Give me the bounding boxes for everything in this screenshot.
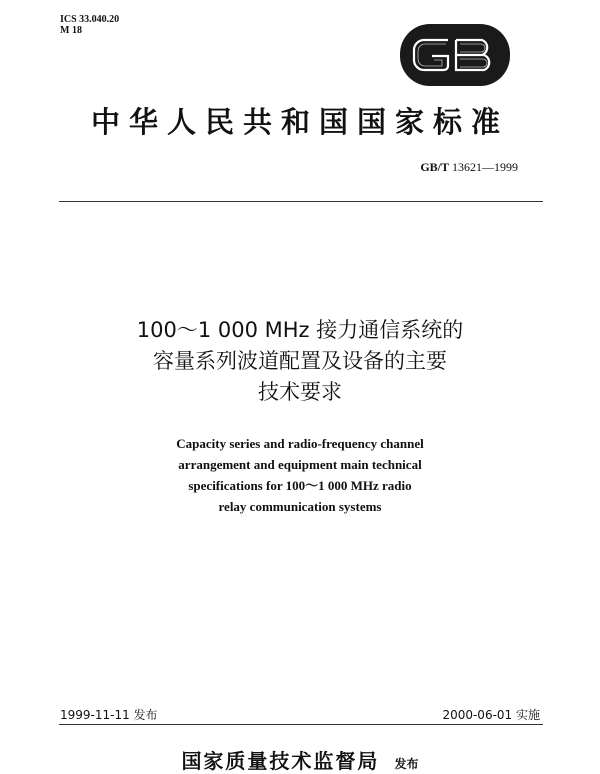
title-en-line-1: Capacity series and radio-frequency channel: [176, 436, 424, 451]
title-cn-line-2: 容量系列波道配置及设备的主要: [153, 349, 447, 373]
gb-logo: [400, 24, 510, 86]
ccs-code: M 18: [60, 25, 82, 36]
implementation-date: 2000-06-01 实施: [442, 708, 540, 722]
standard-number: [420, 160, 518, 175]
title-en-line-4: relay communication systems: [218, 499, 382, 514]
header-divider: [59, 201, 543, 202]
issue-date: 1999-11-11 发布: [60, 708, 158, 722]
title-en-line-3: specifications for 100～1 000 MHz radio: [188, 478, 412, 493]
publisher-name: 国家质量技术监督局: [181, 749, 380, 773]
gb-logo-mark: [400, 24, 510, 86]
footer-divider: [59, 724, 543, 725]
standard-name-cn: 中华人民共和国国家标准: [90, 105, 509, 139]
title-en-line-2: arrangement and equipment main technical: [178, 457, 422, 472]
ics-classification: [60, 14, 119, 36]
title-cn-line-1: 100～1 000 MHz 接力通信系统的: [136, 318, 464, 342]
standard-number-prefix: GB/T: [420, 160, 449, 174]
ics-code: ICS 33.040.20: [60, 14, 120, 25]
title-cn-line-3: 技术要求: [258, 380, 342, 404]
standard-number-value: 13621—1999: [452, 160, 518, 174]
publisher: [0, 745, 600, 774]
publisher-suffix: 发布: [394, 757, 419, 771]
